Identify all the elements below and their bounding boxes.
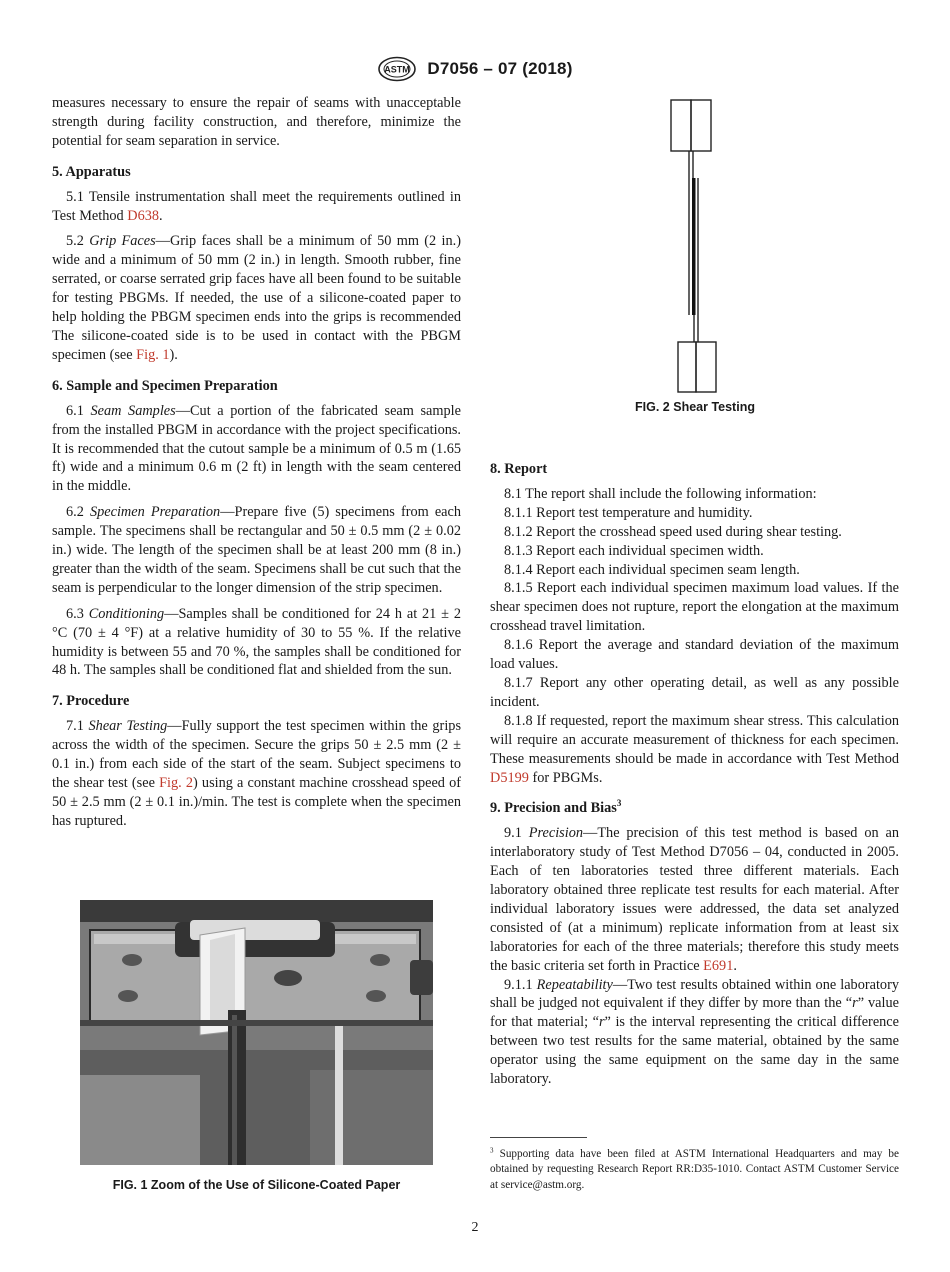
logo-text: ASTM <box>384 64 411 75</box>
link-fig-2[interactable]: Fig. 2 <box>159 775 194 791</box>
para-7-1: 7.1 Shear Testing—Fully support the test specimen within the grips across the width of the specimen. Secure the grips 50 ± 2.5 mm (2 ± 0.1 in.) from each side of the start of the seam. Subject specimens to the shear test (see Fig. 2) using a constant machine crosshead speed of 50 ± 2.5 mm (2 ± 0.1 in.)/min. The test is complete when the specimen has ruptured. <box>52 718 462 829</box>
para-5-1: 5.1 Tensile instrumentation shall meet the requirements outlined in Test Method D638. <box>52 188 461 224</box>
section-7-title: 7. Procedure <box>52 693 130 710</box>
para-8-1-3: 8.1.3 Report each individual specimen width. <box>504 542 764 559</box>
page-number: 2 <box>471 1220 479 1235</box>
lower-grip-left <box>678 342 696 392</box>
document-designation: D7056 – 07 (2018) <box>427 59 573 78</box>
para-6-3: 6.3 Conditioning—Samples shall be conditioned for 24 h at 21 ± 2 °C (70 ± 4 °F) at a relative humidity of 30 to 55 %. If the relative humidity is between 55 and 70 %, the samples shall be conditioned for 48 h. The samples shall be conditioned flat and shielded from the sun. <box>52 605 461 679</box>
link-d5199[interactable]: D5199 <box>490 769 529 786</box>
figure-2-caption: FIG. 2 Shear Testing <box>635 400 755 414</box>
section-6-title: 6. Sample and Specimen Preparation <box>52 377 278 394</box>
right-column <box>490 460 899 1089</box>
left-column <box>52 94 461 831</box>
figure-1-caption: FIG. 1 Zoom of the Use of Silicone-Coated Paper <box>112 1178 401 1192</box>
para-6-1: 6.1 Seam Samples—Cut a portion of the fabricated seam sample from the installed PBGM in accordance with the project specifications. It is recommended that the cutout sample be a minimum of 0.5 m (1.65 ft) wide and a minimum 0.6 m (2 ft) in length with the seam centered in the middle. <box>52 402 461 495</box>
intro-paragraph: measures necessary to ensure the repair of seams with unacceptable strength during facility construction, and therefore, minimize the potential for seam separation in service. <box>52 95 461 149</box>
lower-grip-right <box>696 342 716 392</box>
upper-grip-left <box>671 100 691 151</box>
figure-1-photo <box>80 900 433 1165</box>
link-e691[interactable]: E691 <box>703 957 734 974</box>
para-8-1-8: 8.1.8 If requested, report the maximum shear stress. This calculation will require an accurate measurement of thickness for each specimen. These measurements should be made in accordance with Test Method D5199 for PBGMs. <box>490 712 899 786</box>
astm-logo-icon <box>377 56 417 82</box>
para-8-1-5: 8.1.5 Report each individual specimen maximum load values. If the shear specimen does not rupture, report the elongation at the maximum crosshead travel limitation. <box>490 580 899 635</box>
page-header <box>0 56 950 82</box>
para-8-1-1: 8.1.1 Report test temperature and humidity. <box>504 504 753 521</box>
section-9-title: 9. Precision and Bias$^3$ <box>490 798 622 817</box>
para-9-1-1: 9.1.1 Repeatability—Two test results obtained within one laboratory shall be judged not equivalent if they differ by more than the “r” value for that material; “r” is the interval representing the critical difference between two test results for the same material, obtained by the same operator using the same equipment on the same day in the same laboratory. <box>490 976 900 1088</box>
section-8-title: 8. Report <box>490 461 548 477</box>
upper-grip-right <box>691 100 711 151</box>
figure-2-diagram <box>620 95 795 425</box>
para-9-1: 9.1 Precision—The precision of this test method is based on an interlaboratory study of Test Method D7056 – 04, conducted in 2005. Each of ten laboratories tested three different materials. Each laboratory obtained three replicate test results for each material. After individual laboratory issues were addressed, the data set analyzed consisted of (at a minimum) replicate information from at least six laboratories for each of the three materials; therefore this study meets the basic criteria set forth in Practice E691. <box>490 825 899 974</box>
section-5-title: 5. Apparatus <box>52 163 131 180</box>
para-8-1: 8.1 The report shall include the following information: <box>504 485 817 502</box>
footnote-3: $^3$ Supporting data have been filed at ASTM International Headquarters and may be obtained by requesting Research Report RR:D35-1010. Contact ASTM Customer Service at service@astm.org. <box>490 1146 899 1191</box>
footnote-rule <box>490 1137 587 1138</box>
link-fig-1[interactable]: Fig. 1 <box>136 346 170 363</box>
grip-photo <box>80 900 433 1165</box>
link-d638[interactable]: D638 <box>127 207 160 224</box>
seam-overlap <box>692 178 696 315</box>
para-8-1-2: 8.1.2 Report the crosshead speed used during shear testing. <box>504 523 842 540</box>
para-8-1-6: 8.1.6 Report the average and standard deviation of the maximum load values. <box>490 637 899 673</box>
para-8-1-4: 8.1.4 Report each individual specimen seam length. <box>504 561 800 578</box>
footnote-ref-3: 3 <box>616 798 622 809</box>
para-8-1-7: 8.1.7 Report any other operating detail, as well as any possible incident. <box>490 674 899 710</box>
para-5-2: 5.2 Grip Faces—Grip faces shall be a minimum of 50 mm (2 in.) wide and a minimum of 50 mm (2 in.) in length. Smooth rubber, fine serrated, or coarse serrated grip faces have all been found to be suitable for testing PBGMs. If needed, the use of a silicone-coated paper to help holding the PBGM specimen ends into the grips is recommended The silicone-coated side is to be used in contact with the PBGM specimen (see Fig. 1). <box>52 233 461 363</box>
para-6-2: 6.2 Specimen Preparation—Prepare five (5) specimens from each sample. The specimens shall be rectangular and 50 ± 0.5 mm (2 ± 0.02 in.) wide. The length of the specimen shall be at least 200 mm (8 in.) greater than the width of the seam. Specimens shall be cut such that the seam is perpendicular to the longer dimension of the strip specimen. <box>52 504 462 596</box>
shear-test-diagram <box>620 95 795 425</box>
